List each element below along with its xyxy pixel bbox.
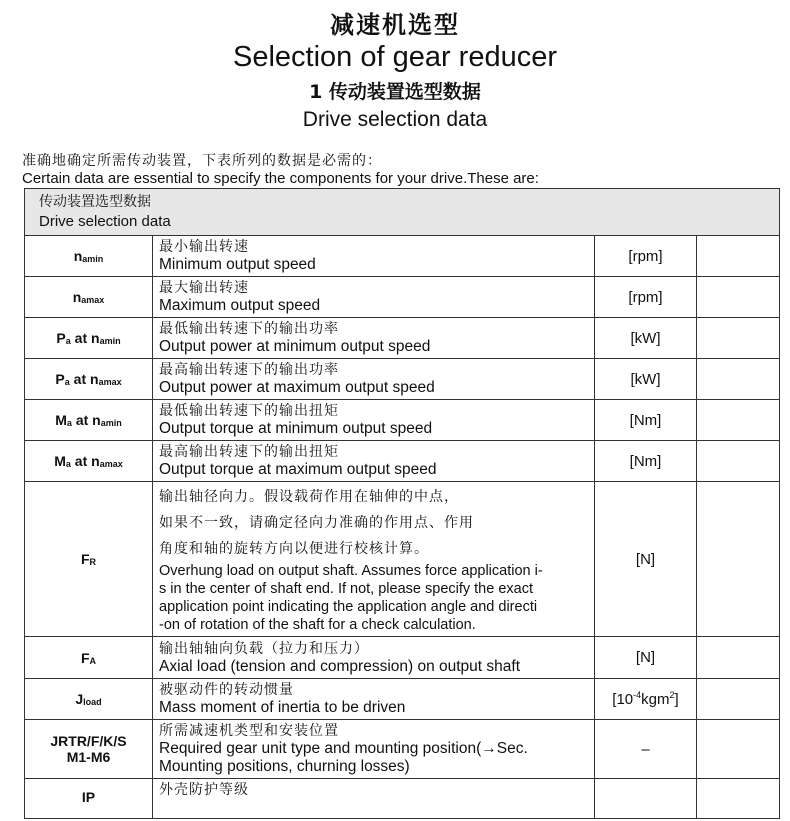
description-cell: 输出轴径向力。假设载荷作用在轴伸的中点， 如果不一致，请确定径向力准确的作用点、作用 角度和轴的旋转方向以便进行校核计算。 Overhung load on output shaft. Assumes force application i- s in the center of shaft end. If not, please specify the exact application point indicating the application angle and directi -on of rotation of the shaft for a check calculation. <box>153 482 595 637</box>
value-cell <box>697 720 780 779</box>
table-row <box>25 400 780 441</box>
table-row <box>25 236 780 277</box>
table-row <box>25 679 780 720</box>
unit-cell: [rpm] <box>595 277 697 318</box>
table-row <box>25 318 780 359</box>
description-cell: 最高输出转速下的输出扭矩 Output torque at maximum output speed <box>153 441 595 482</box>
subtitle-cn: 1 传动装置选型数据 <box>309 81 481 103</box>
intro-en: Certain data are essential to specify the components for your drive.These are: <box>22 170 539 187</box>
symbol-cell: IP <box>25 779 153 819</box>
value-cell <box>697 779 780 819</box>
description-cell: 最低输出转速下的输出功率 Output power at minimum output speed <box>153 318 595 359</box>
description-cell: 最高输出转速下的输出功率 Output power at maximum output speed <box>153 359 595 400</box>
title-cn: 减速机选型 <box>330 11 460 39</box>
unit-cell: $[10^{-4}kgm^2]$ <box>595 679 697 720</box>
table-row <box>25 441 780 482</box>
symbol-cell: JRTR/F/K/S M1-M6 <box>25 720 153 779</box>
symbol-cell: $n_{amax}$ <box>25 277 153 318</box>
symbol-cell: $F_R$ <box>25 482 153 637</box>
description-cell: 最低输出转速下的输出扭矩 Output torque at minimum output speed <box>153 400 595 441</box>
table-row <box>25 359 780 400</box>
table-row <box>25 720 780 779</box>
unit-cell: [Nm] <box>595 400 697 441</box>
subtitle-en: Drive selection data <box>302 108 488 131</box>
description-cell: 最大输出转速 Maximum output speed <box>153 277 595 318</box>
description-cell: 所需减速机类型和安装位置 Required gear unit type and mounting position(→Sec. Mounting positions, churning losses) <box>153 720 595 779</box>
intro <box>22 152 539 188</box>
table-row <box>25 277 780 318</box>
value-cell <box>697 236 780 277</box>
unit-cell <box>595 779 697 819</box>
symbol-cell: $J_{load}$ <box>25 679 153 720</box>
value-cell <box>697 482 780 637</box>
table-header-cn: 传动装置选型数据 <box>39 194 151 210</box>
description-cell: 外壳防护等级 <box>153 779 595 819</box>
table-row <box>25 779 780 819</box>
unit-cell: – <box>595 720 697 779</box>
table-header <box>25 189 780 236</box>
unit-cell: [kW] <box>595 318 697 359</box>
value-cell <box>697 679 780 720</box>
value-cell <box>697 318 780 359</box>
value-cell <box>697 359 780 400</box>
unit-cell: [N] <box>595 482 697 637</box>
unit-cell: [Nm] <box>595 441 697 482</box>
drive-selection-table <box>24 188 780 819</box>
symbol-cell: $M_a$ at $n_{amin}$ <box>25 400 153 441</box>
description-cell: 最小输出转速 Minimum output speed <box>153 236 595 277</box>
symbol-cell: $n_{amin}$ <box>25 236 153 277</box>
symbol-cell: $P_a$ at $n_{amax}$ <box>25 359 153 400</box>
description-cell: 输出轴轴向负载（拉力和压力） Axial load (tension and compression) on output shaft <box>153 637 595 679</box>
symbol-cell: $M_a$ at $n_{amax}$ <box>25 441 153 482</box>
unit-cell: [rpm] <box>595 236 697 277</box>
unit-cell: [kW] <box>595 359 697 400</box>
intro-cn: 准确地确定所需传动装置，下表所列的数据是必需的： <box>22 153 382 169</box>
value-cell <box>697 441 780 482</box>
title-en: Selection of gear reducer <box>232 41 558 73</box>
value-cell <box>697 400 780 441</box>
unit-cell: [N] <box>595 637 697 679</box>
value-cell <box>697 277 780 318</box>
table-header-row <box>25 189 780 236</box>
table-header-en: Drive selection data <box>39 213 171 230</box>
symbol-cell: $P_a$ at $n_{amin}$ <box>25 318 153 359</box>
value-cell <box>697 637 780 679</box>
symbol-cell: $F_A$ <box>25 637 153 679</box>
table-row <box>25 637 780 679</box>
table-row <box>25 482 780 637</box>
description-cell: 被驱动件的转动惯量 Mass moment of inertia to be driven <box>153 679 595 720</box>
page-header <box>0 10 790 134</box>
